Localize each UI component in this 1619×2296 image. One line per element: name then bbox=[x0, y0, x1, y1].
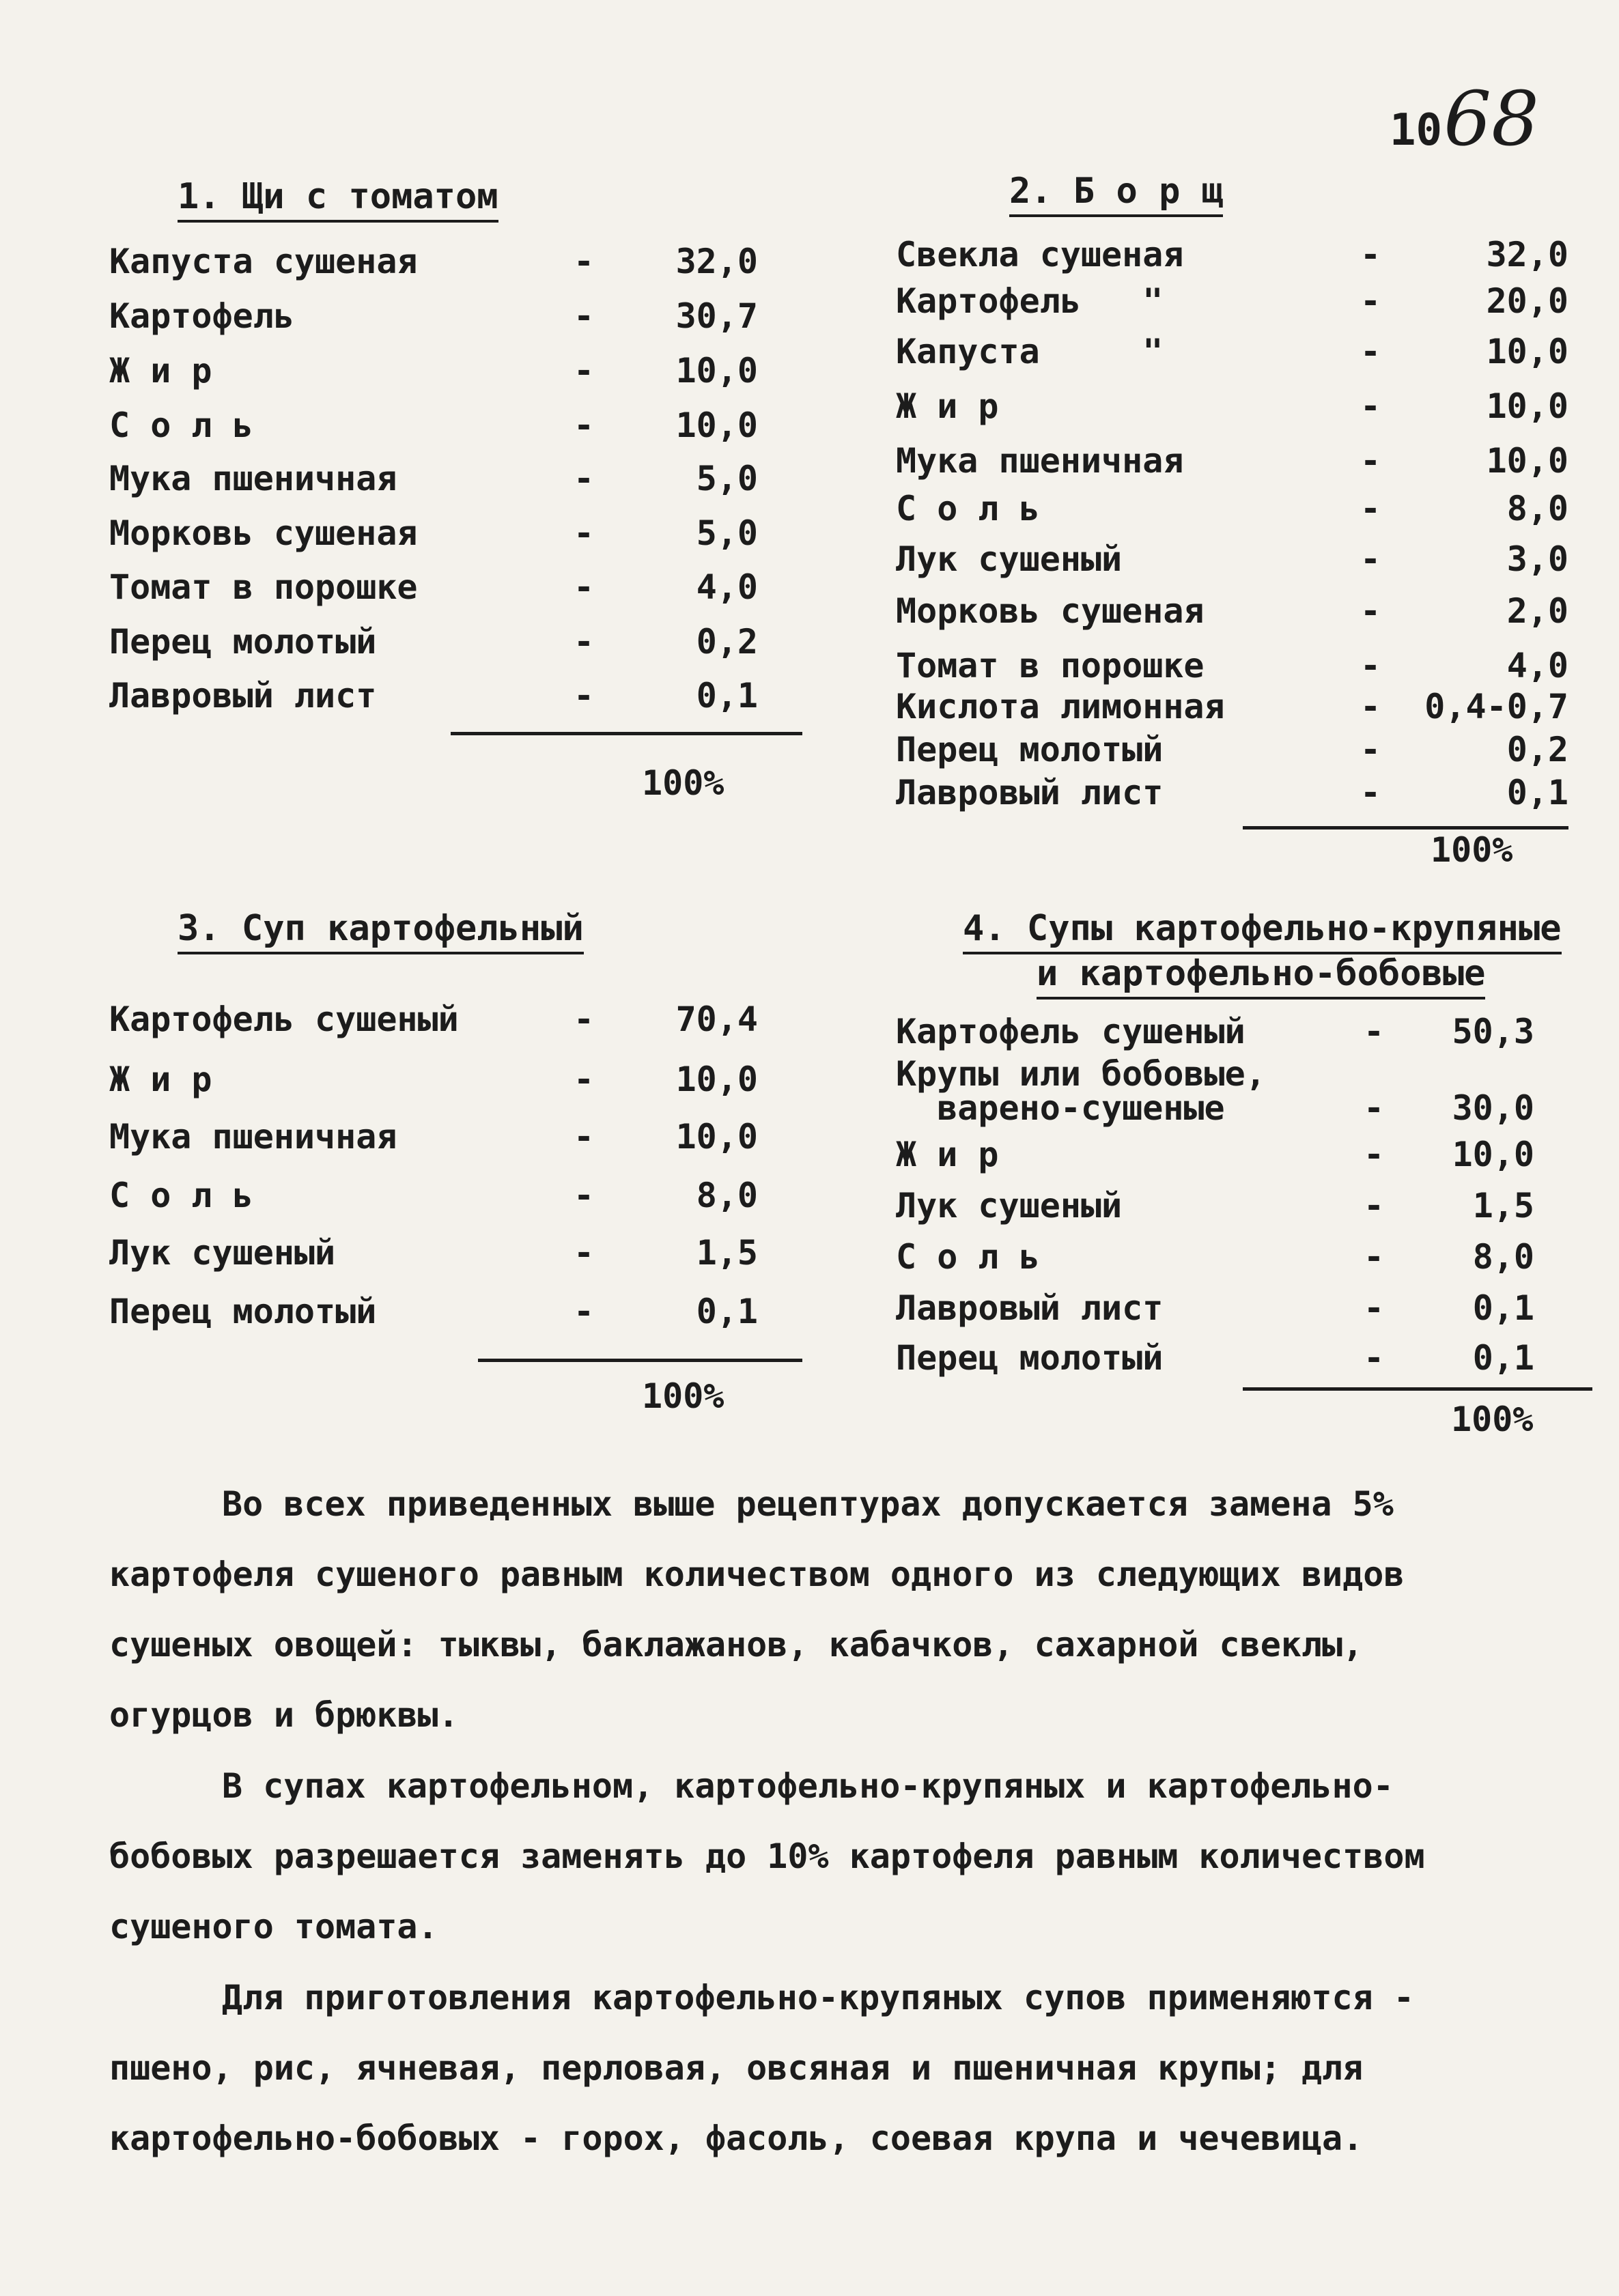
ingredient-name: Картофель сушеный bbox=[896, 1012, 1245, 1051]
ingredient-amount: 10,0 bbox=[675, 1060, 758, 1099]
ingredient-name: Капуста " bbox=[896, 332, 1164, 371]
ingredient-amount: 4,0 bbox=[1506, 646, 1568, 685]
ingredient-dash: - bbox=[574, 351, 595, 391]
ingredient-dash: - bbox=[1364, 1186, 1385, 1225]
paragraph-line: огурцов и брюквы. bbox=[109, 1695, 459, 1735]
ingredient-name: Ж и р bbox=[109, 351, 212, 391]
ingredient-dash: - bbox=[1360, 281, 1381, 321]
ingredient-name: Перец молотый bbox=[896, 1338, 1164, 1378]
recipe-2-title-text: 2. Б о р щ bbox=[1009, 171, 1223, 217]
ingredient-amount: 5,0 bbox=[696, 513, 758, 553]
ingredient-name: Томат в порошке bbox=[896, 646, 1205, 685]
ingredient-name: Перец молотый bbox=[896, 730, 1164, 769]
ingredient-dash: - bbox=[1360, 539, 1381, 579]
ingredient-name: Ж и р bbox=[896, 386, 999, 426]
ingredient-amount: 8,0 bbox=[1506, 489, 1568, 528]
ingredient-dash: - bbox=[574, 406, 595, 445]
ingredient-dash: - bbox=[1360, 591, 1381, 631]
ingredient-dash: - bbox=[574, 296, 595, 336]
ingredient-dash: - bbox=[574, 1060, 595, 1099]
ingredient-amount: 8,0 bbox=[1472, 1237, 1534, 1277]
ingredient-name: Лавровый лист bbox=[896, 773, 1164, 812]
ingredient-name: Перец молотый bbox=[109, 1292, 377, 1331]
ingredient-amount: 10,0 bbox=[1486, 332, 1568, 371]
ingredient-name: Перец молотый bbox=[109, 622, 377, 662]
ingredient-dash: - bbox=[1364, 1012, 1385, 1051]
ingredient-amount: 0,1 bbox=[1472, 1338, 1534, 1378]
ingredient-name: Лавровый лист bbox=[896, 1288, 1164, 1328]
ingredient-name: Лук сушеный bbox=[896, 539, 1123, 579]
ingredient-dash: - bbox=[574, 567, 595, 607]
ingredient-dash: - bbox=[1364, 1338, 1385, 1378]
recipe-2-title bbox=[1009, 171, 1224, 212]
ingredient-amount: 0,4-0,7 bbox=[1424, 687, 1568, 726]
ingredient-name: Лавровый лист bbox=[109, 676, 377, 715]
ingredient-dash: - bbox=[1360, 687, 1381, 726]
note-paragraph-1 bbox=[109, 1469, 1601, 1751]
paragraph-line: В супах картофельном, картофельно-крупяных и картофельно- bbox=[222, 1766, 1394, 1806]
ingredient-name: Кислота лимонная bbox=[896, 687, 1225, 726]
ingredient-name: Мука пшеничная bbox=[896, 441, 1184, 481]
ingredient-amount: 0,1 bbox=[1506, 773, 1568, 812]
ingredient-amount: 10,0 bbox=[1486, 441, 1568, 481]
ingredient-amount: 10,0 bbox=[1452, 1135, 1534, 1174]
ingredient-amount: 32,0 bbox=[675, 242, 758, 281]
ingredient-name: С о л ь bbox=[896, 1237, 1040, 1277]
ingredient-amount: 10,0 bbox=[1486, 386, 1568, 426]
ingredient-name: Морковь сушеная bbox=[896, 591, 1205, 631]
ingredient-dash: - bbox=[574, 1000, 595, 1039]
ingredient-name: Морковь сушеная bbox=[109, 513, 418, 553]
ingredient-name: Свекла сушеная bbox=[896, 235, 1184, 274]
recipe-3-title bbox=[178, 908, 584, 949]
ingredient-dash: - bbox=[574, 1117, 595, 1157]
ingredient-amount: 2,0 bbox=[1506, 591, 1568, 631]
ingredient-name: Картофель bbox=[109, 296, 294, 336]
ingredient-name: Ж и р bbox=[109, 1060, 212, 1099]
recipe-1-total: 100% bbox=[642, 763, 724, 803]
ingredient-amount: 30,7 bbox=[675, 296, 758, 336]
ingredient-dash: - bbox=[1364, 1135, 1385, 1174]
note-paragraph-2 bbox=[109, 1751, 1601, 1962]
ingredient-dash: - bbox=[574, 1233, 595, 1273]
ingredient-dash: - bbox=[1360, 730, 1381, 769]
ingredient-dash: - bbox=[574, 1176, 595, 1215]
ingredient-dash: - bbox=[1360, 235, 1381, 274]
ingredient-dash: - bbox=[574, 622, 595, 662]
ingredient-dash: - bbox=[574, 676, 595, 715]
recipe-2-total-rule bbox=[1243, 826, 1568, 830]
paragraph-line: сушеного томата. bbox=[109, 1907, 438, 1946]
ingredient-amount: 1,5 bbox=[1472, 1186, 1534, 1225]
recipe-1-total-rule bbox=[451, 732, 802, 735]
ingredient-amount: 0,1 bbox=[696, 676, 758, 715]
paragraph-line: пшено, рис, ячневая, перловая, овсяная и пшеничная крупы; для bbox=[109, 2048, 1364, 2088]
ingredient-amount: 32,0 bbox=[1486, 235, 1568, 274]
ingredient-name: Капуста сушеная bbox=[109, 242, 418, 281]
ingredient-name: варено-сушеные bbox=[896, 1088, 1225, 1128]
paragraph-line: картофельно-бобовых - горох, фасоль, соевая крупа и чечевица. bbox=[109, 2118, 1364, 2158]
ingredient-amount: 0,1 bbox=[1472, 1288, 1534, 1328]
ingredient-dash: - bbox=[1364, 1288, 1385, 1328]
ingredient-dash: - bbox=[1360, 441, 1381, 481]
ingredient-name: Мука пшеничная bbox=[109, 459, 397, 498]
ingredient-name: Мука пшеничная bbox=[109, 1117, 397, 1157]
ingredient-dash: - bbox=[1360, 332, 1381, 371]
paragraph-line: сушеных овощей: тыквы, баклажанов, кабачков, сахарной свеклы, bbox=[109, 1625, 1364, 1664]
ingredient-name: С о л ь bbox=[109, 406, 253, 445]
recipe-3-total: 100% bbox=[642, 1376, 724, 1416]
page-number-handwritten: 68 bbox=[1444, 75, 1540, 162]
ingredient-name: С о л ь bbox=[109, 1176, 253, 1215]
ingredient-name: Томат в порошке bbox=[109, 567, 418, 607]
recipe-2-total: 100% bbox=[1431, 830, 1513, 870]
ingredient-dash: - bbox=[574, 242, 595, 281]
recipe-3-total-rule bbox=[478, 1359, 802, 1362]
note-paragraph-3 bbox=[109, 1963, 1601, 2174]
ingredient-amount: 10,0 bbox=[675, 406, 758, 445]
ingredient-dash: - bbox=[574, 513, 595, 553]
ingredient-name: Лук сушеный bbox=[896, 1186, 1123, 1225]
ingredient-name: Ж и р bbox=[896, 1135, 999, 1174]
recipe-1-title-text: 1. Щи с томатом bbox=[178, 176, 498, 223]
recipe-4-total-rule bbox=[1243, 1387, 1592, 1391]
ingredient-dash: - bbox=[1360, 773, 1381, 812]
paragraph-line: бобовых разрешается заменять до 10% картофеля равным количеством bbox=[109, 1837, 1425, 1876]
recipe-4-title-line-2: и картофельно-бобовые bbox=[1037, 953, 1485, 1000]
ingredient-amount: 0,2 bbox=[696, 622, 758, 662]
ingredient-amount: 3,0 bbox=[1506, 539, 1568, 579]
ingredient-dash: - bbox=[1360, 489, 1381, 528]
ingredient-dash: - bbox=[574, 1292, 595, 1331]
ingredient-amount: 4,0 bbox=[696, 567, 758, 607]
ingredient-name: С о л ь bbox=[896, 489, 1040, 528]
ingredient-name: Картофель " bbox=[896, 281, 1164, 321]
ingredient-name: Крупы или бобовые, bbox=[896, 1054, 1266, 1094]
paragraph-line: Для приготовления картофельно-крупяных супов применяются - bbox=[222, 1978, 1414, 2017]
ingredient-dash: - bbox=[1360, 386, 1381, 426]
ingredient-amount: 50,3 bbox=[1452, 1012, 1534, 1051]
ingredient-dash: - bbox=[1364, 1088, 1385, 1128]
ingredient-dash: - bbox=[574, 459, 595, 498]
ingredient-dash: - bbox=[1364, 1237, 1385, 1277]
page-number-typed: 10 bbox=[1390, 105, 1443, 156]
ingredient-amount: 20,0 bbox=[1486, 281, 1568, 321]
ingredient-amount: 10,0 bbox=[675, 351, 758, 391]
ingredient-dash: - bbox=[1360, 646, 1381, 685]
ingredient-name: Картофель сушеный bbox=[109, 1000, 459, 1039]
recipe-3-title-text: 3. Суп картофельный bbox=[178, 908, 584, 954]
ingredient-amount: 0,1 bbox=[696, 1292, 758, 1331]
recipe-1-title bbox=[178, 176, 498, 217]
ingredient-amount: 30,0 bbox=[1452, 1088, 1534, 1128]
ingredient-amount: 8,0 bbox=[696, 1176, 758, 1215]
ingredient-amount: 1,5 bbox=[696, 1233, 758, 1273]
ingredient-name: Лук сушеный bbox=[109, 1233, 336, 1273]
recipe-4-title bbox=[963, 908, 1562, 994]
ingredient-amount: 10,0 bbox=[675, 1117, 758, 1157]
ingredient-amount: 5,0 bbox=[696, 459, 758, 498]
paragraph-line: Во всех приведенных выше рецептурах допускается замена 5% bbox=[222, 1484, 1394, 1524]
ingredient-amount: 70,4 bbox=[675, 1000, 758, 1039]
paragraph-line: картофеля сушеного равным количеством одного из следующих видов bbox=[109, 1555, 1405, 1594]
page-number bbox=[1390, 75, 1539, 162]
recipe-4-title-line-1: 4. Супы картофельно-крупяные bbox=[963, 908, 1562, 954]
ingredient-amount: 0,2 bbox=[1506, 730, 1568, 769]
recipe-4-total: 100% bbox=[1451, 1400, 1534, 1439]
